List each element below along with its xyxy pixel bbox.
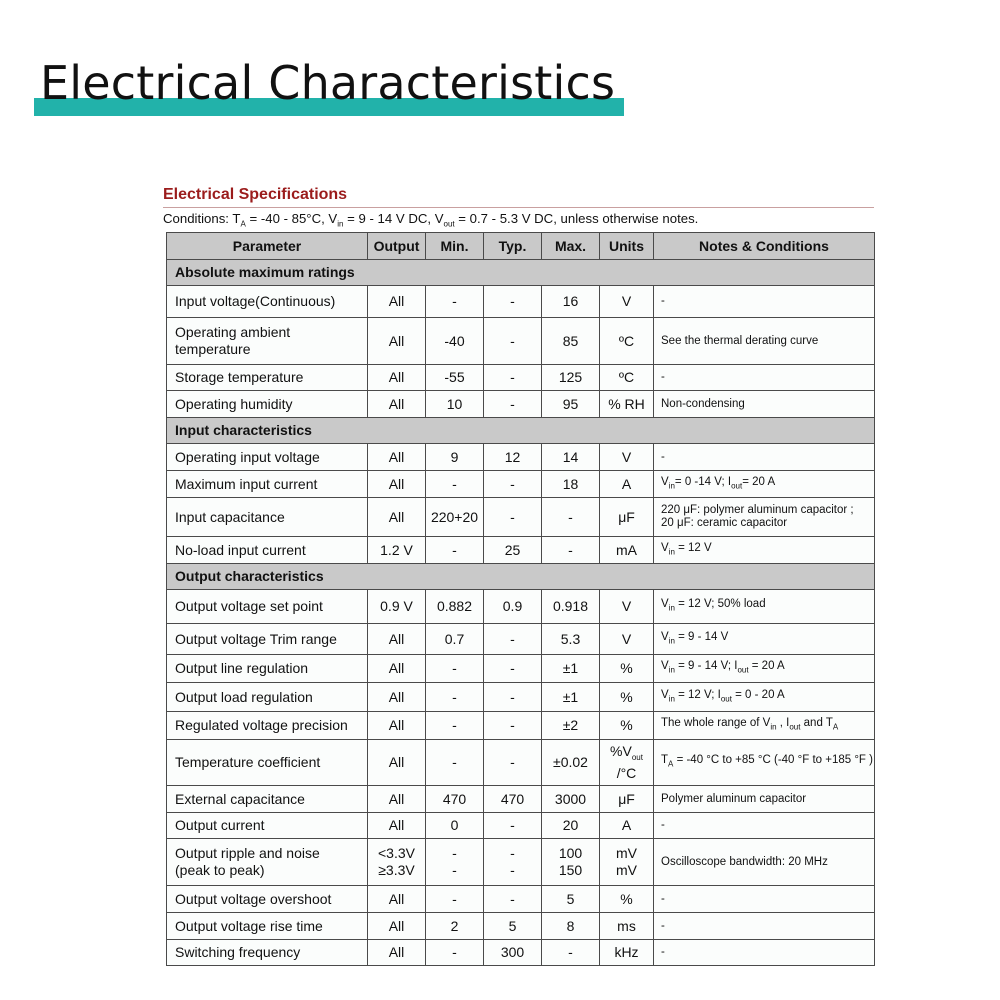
page-title-block <box>34 58 624 120</box>
cell-max: 85 <box>542 318 600 365</box>
cell-max: 18 <box>542 471 600 498</box>
cell-units: % <box>600 886 654 913</box>
cell-min: - <box>426 655 484 683</box>
cell-output: All <box>368 624 426 655</box>
cell-max: - <box>542 498 600 537</box>
table-row <box>167 913 875 940</box>
cell-note: Polymer aluminum capacitor <box>654 786 875 813</box>
cell-units: mV mV <box>600 839 654 886</box>
cell-typ: - <box>484 740 542 786</box>
cell-max: 14 <box>542 444 600 471</box>
cell-output: All <box>368 813 426 839</box>
cell-min: - <box>426 712 484 740</box>
cell-units: V <box>600 286 654 318</box>
cell-output: All <box>368 655 426 683</box>
cell-max: 8 <box>542 913 600 940</box>
page-title: Electrical Characteristics <box>40 56 616 110</box>
cell-parameter: Output current <box>167 813 368 839</box>
cell-max: ±0.02 <box>542 740 600 786</box>
cell-output: All <box>368 940 426 966</box>
cell-min: - <box>426 537 484 564</box>
cell-output: All <box>368 683 426 712</box>
cell-parameter: Input voltage(Continuous) <box>167 286 368 318</box>
cell-parameter: Output voltage rise time <box>167 913 368 940</box>
table-row <box>167 683 875 712</box>
cell-units: μF <box>600 786 654 813</box>
table-row <box>167 839 875 886</box>
cell-max: - <box>542 940 600 966</box>
cell-units: ºC <box>600 318 654 365</box>
cell-min: 2 <box>426 913 484 940</box>
cell-note: - <box>654 940 875 966</box>
cell-parameter: Operating ambient temperature <box>167 318 368 365</box>
cell-parameter: Temperature coefficient <box>167 740 368 786</box>
cell-parameter: Output voltage overshoot <box>167 886 368 913</box>
cell-min: - <box>426 286 484 318</box>
cell-min: -55 <box>426 365 484 391</box>
cell-note: - <box>654 886 875 913</box>
table-row <box>167 471 875 498</box>
cell-min: 0.7 <box>426 624 484 655</box>
cell-units: μF <box>600 498 654 537</box>
cell-note: - <box>654 444 875 471</box>
table-row <box>167 712 875 740</box>
table-row <box>167 498 875 537</box>
cell-units: % <box>600 683 654 712</box>
table-row <box>167 786 875 813</box>
cell-parameter: Input capacitance <box>167 498 368 537</box>
cell-typ: - <box>484 624 542 655</box>
cell-output: All <box>368 913 426 940</box>
cell-units: A <box>600 813 654 839</box>
cell-max: 3000 <box>542 786 600 813</box>
cell-note: $V_{in} = 12$ V; 50% load <box>654 590 875 624</box>
section-row-absolute <box>167 260 875 286</box>
cell-parameter: Output load regulation <box>167 683 368 712</box>
cell-note: Oscilloscope bandwidth: 20 MHz <box>654 839 875 886</box>
cell-parameter: Output voltage Trim range <box>167 624 368 655</box>
spec-heading: Electrical Specifications <box>163 186 348 203</box>
cell-max: 95 <box>542 391 600 418</box>
cell-min: -40 <box>426 318 484 365</box>
cell-output: All <box>368 712 426 740</box>
cell-output: All <box>368 471 426 498</box>
cell-note: - <box>654 813 875 839</box>
cell-max: 5.3 <box>542 624 600 655</box>
cell-min: - <box>426 940 484 966</box>
cell-typ: - <box>484 365 542 391</box>
cell-units: % <box>600 712 654 740</box>
cell-typ: - <box>484 886 542 913</box>
cell-output: All <box>368 286 426 318</box>
table-row <box>167 940 875 966</box>
cell-max: 5 <box>542 886 600 913</box>
cell-note: $V_{in} = 9 - 14$ V; $I_{out} = 20$ A <box>654 655 875 683</box>
section-title: Input characteristics <box>167 418 875 444</box>
col-header-units: Units <box>600 233 654 260</box>
cell-note: - <box>654 913 875 940</box>
cell-output: All <box>368 444 426 471</box>
col-header-notes: Notes & Conditions <box>654 233 875 260</box>
cell-typ: - <box>484 683 542 712</box>
cell-min: 470 <box>426 786 484 813</box>
col-header-max: Max. <box>542 233 600 260</box>
section-title: Absolute maximum ratings <box>167 260 875 286</box>
table-row <box>167 444 875 471</box>
cell-typ: - <box>484 498 542 537</box>
cell-typ: 12 <box>484 444 542 471</box>
cell-note: $T_A = -40$ °C to +85 °C (-40 °F to +185 °F ) <box>654 740 875 786</box>
table-row <box>167 391 875 418</box>
cell-typ: - <box>484 286 542 318</box>
cell-output: All <box>368 318 426 365</box>
cell-parameter: Operating input voltage <box>167 444 368 471</box>
cell-parameter: Operating humidity <box>167 391 368 418</box>
cell-units: $\%V_{out}$ /°C <box>600 740 654 786</box>
table-row <box>167 886 875 913</box>
cell-parameter: Output line regulation <box>167 655 368 683</box>
cell-max: 100 150 <box>542 839 600 886</box>
cell-min: - <box>426 740 484 786</box>
table-row <box>167 365 875 391</box>
cell-parameter: No-load input current <box>167 537 368 564</box>
cell-max: ±2 <box>542 712 600 740</box>
section-row-input <box>167 418 875 444</box>
spec-conditions: Conditions: $T_A = -40 - 85^\circ C$, $V_{in} = 9 - 14$ V DC, $V_{out} = 0.7 - 5.3$ V DC, unless otherwise notes. <box>163 211 699 229</box>
table-row <box>167 286 875 318</box>
section-row-output <box>167 564 875 590</box>
cell-units: V <box>600 444 654 471</box>
cell-units: mA <box>600 537 654 564</box>
cell-output: All <box>368 365 426 391</box>
table-row <box>167 740 875 786</box>
cell-max: ±1 <box>542 683 600 712</box>
cell-typ: 0.9 <box>484 590 542 624</box>
cell-output: All <box>368 498 426 537</box>
cell-typ: 300 <box>484 940 542 966</box>
col-header-output: Output <box>368 233 426 260</box>
cell-output: All <box>368 391 426 418</box>
col-header-parameter: Parameter <box>167 233 368 260</box>
cell-typ: - <box>484 471 542 498</box>
cell-typ: 25 <box>484 537 542 564</box>
table-row <box>167 318 875 365</box>
col-header-min: Min. <box>426 233 484 260</box>
cell-min: 0.882 <box>426 590 484 624</box>
cell-parameter: Output voltage set point <box>167 590 368 624</box>
cell-max: 20 <box>542 813 600 839</box>
cell-note: The whole range of $V_{in}$ , $I_{out}$ and $T_A$ <box>654 712 875 740</box>
cell-typ: - <box>484 712 542 740</box>
cell-note: $V_{in} = 12$ V; $I_{out} = 0 - 20$ A <box>654 683 875 712</box>
table-row <box>167 624 875 655</box>
cell-max: - <box>542 537 600 564</box>
cell-typ: - - <box>484 839 542 886</box>
cell-typ: - <box>484 318 542 365</box>
cell-min: - <box>426 683 484 712</box>
cell-units: V <box>600 624 654 655</box>
cell-units: % RH <box>600 391 654 418</box>
cell-typ: - <box>484 655 542 683</box>
cell-min: - <box>426 886 484 913</box>
cell-parameter: External capacitance <box>167 786 368 813</box>
cell-min: 9 <box>426 444 484 471</box>
cell-parameter: Maximum input current <box>167 471 368 498</box>
cell-max: 125 <box>542 365 600 391</box>
cell-units: V <box>600 590 654 624</box>
table-row <box>167 537 875 564</box>
cell-output: All <box>368 886 426 913</box>
cell-units: ºC <box>600 365 654 391</box>
cell-units: ms <box>600 913 654 940</box>
cell-parameter: Storage temperature <box>167 365 368 391</box>
cell-note: 220 μF: polymer aluminum capacitor ; 20 μF: ceramic capacitor <box>654 498 875 537</box>
cell-min: - <box>426 471 484 498</box>
cell-output: All <box>368 740 426 786</box>
spec-table <box>166 232 875 966</box>
cell-output: <3.3V ≥3.3V <box>368 839 426 886</box>
table-row <box>167 813 875 839</box>
cell-units: A <box>600 471 654 498</box>
table-row <box>167 655 875 683</box>
cell-min: 0 <box>426 813 484 839</box>
cell-units: % <box>600 655 654 683</box>
cell-output: All <box>368 786 426 813</box>
cell-note: See the thermal derating curve <box>654 318 875 365</box>
cell-output: 0.9 V <box>368 590 426 624</box>
cell-parameter: Switching frequency <box>167 940 368 966</box>
spec-divider <box>163 207 874 208</box>
cell-min: 220+20 <box>426 498 484 537</box>
cell-parameter: Regulated voltage precision <box>167 712 368 740</box>
cell-typ: - <box>484 391 542 418</box>
cell-note: $V_{in}= 0$ -14 V; $I_{out}= 20$ A <box>654 471 875 498</box>
section-title: Output characteristics <box>167 564 875 590</box>
cell-note: $V_{in} = 9 - 14$ V <box>654 624 875 655</box>
cell-typ: 470 <box>484 786 542 813</box>
cell-max: 16 <box>542 286 600 318</box>
cell-note: Non-condensing <box>654 391 875 418</box>
cell-typ: - <box>484 813 542 839</box>
cell-min: - - <box>426 839 484 886</box>
table-header-row <box>167 233 875 260</box>
cell-typ: 5 <box>484 913 542 940</box>
cell-units: kHz <box>600 940 654 966</box>
cell-max: 0.918 <box>542 590 600 624</box>
cell-note: $V_{in} = 12$ V <box>654 537 875 564</box>
table-row <box>167 590 875 624</box>
cell-note: - <box>654 286 875 318</box>
cell-note: - <box>654 365 875 391</box>
cell-min: 10 <box>426 391 484 418</box>
cell-parameter: Output ripple and noise (peak to peak) <box>167 839 368 886</box>
col-header-typ: Typ. <box>484 233 542 260</box>
cell-max: ±1 <box>542 655 600 683</box>
cell-output: 1.2 V <box>368 537 426 564</box>
